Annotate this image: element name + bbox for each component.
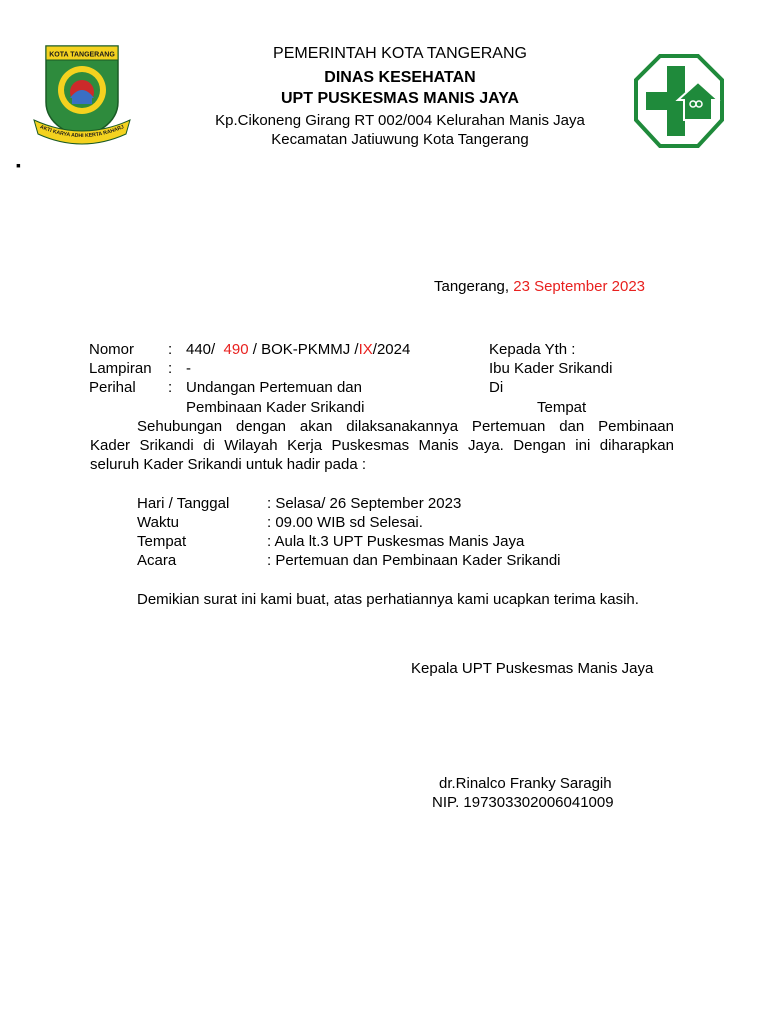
paragraph-line2: Kader Srikandi di Wilayah Kerja Puskesmas Manis Jaya. Dengan ini diharapkan xyxy=(90,437,674,454)
date-value: 23 September 2023 xyxy=(513,278,645,295)
recipient-line4: Tempat xyxy=(537,399,587,416)
header-government: PEMERINTAH KOTA TANGERANG xyxy=(273,45,527,62)
detail-value-day: : Selasa/ 26 September 2023 xyxy=(267,495,462,512)
lampiran-colon: : xyxy=(168,360,173,377)
letter-date xyxy=(434,277,645,296)
nomor-mid: / BOK-PKMMJ / xyxy=(252,341,359,358)
detail-label-day: Hari / Tanggal xyxy=(137,495,230,512)
logo-banner-text: KOTA TANGERANG xyxy=(49,51,115,59)
recipient-line3: Di xyxy=(489,379,504,396)
detail-label-time: Waktu xyxy=(137,514,179,531)
nomor-label: Nomor xyxy=(89,341,135,358)
paragraph-line3: seluruh Kader Srikandi untuk hadir pada : xyxy=(90,456,367,473)
nomor-month: IX xyxy=(358,341,373,358)
header-district: Kecamatan Jatiuwung Kota Tangerang xyxy=(271,131,529,148)
header-department: DINAS KESEHATAN xyxy=(324,69,476,86)
date-place: Tangerang, xyxy=(434,278,514,295)
nomor-year: /2024 xyxy=(372,341,411,358)
bullet-mark: ▪ xyxy=(16,157,21,173)
perihal-label: Perihal xyxy=(89,379,136,396)
perihal-line2: Pembinaan Kader Srikandi xyxy=(186,399,365,416)
detail-value-event: : Pertemuan dan Pembinaan Kader Srikandi xyxy=(267,552,561,569)
perihal-colon: : xyxy=(168,379,173,396)
kota-tangerang-logo xyxy=(32,42,132,146)
closing-text: Demikian surat ini kami buat, atas perhatiannya kami ucapkan terima kasih. xyxy=(137,591,639,608)
logo-ribbon-text: AKTI KARYA ADHI KERTA RAHARJ xyxy=(39,124,126,140)
header-address: Kp.Cikoneng Girang RT 002/004 Kelurahan Manis Jaya xyxy=(215,112,585,129)
detail-label-event: Acara xyxy=(137,552,177,569)
header-institution: UPT PUSKESMAS MANIS JAYA xyxy=(281,90,519,107)
signature-nip: NIP. 197303302006041009 xyxy=(432,794,614,811)
lampiran-value: - xyxy=(186,360,191,377)
signature-title: Kepala UPT Puskesmas Manis Jaya xyxy=(411,660,654,677)
recipient-line2: Ibu Kader Srikandi xyxy=(489,360,613,377)
lampiran-label: Lampiran xyxy=(89,360,152,377)
paragraph-line1: Sehubungan dengan akan dilaksanakannya Pertemuan dan Pembinaan xyxy=(137,418,674,435)
puskesmas-logo xyxy=(634,54,724,148)
perihal-line1: Undangan Pertemuan dan xyxy=(186,379,362,396)
detail-label-place: Tempat xyxy=(137,533,187,550)
nomor-prefix: 440/ xyxy=(186,341,216,358)
recipient-line1: Kepada Yth : xyxy=(489,341,576,358)
detail-value-time: : 09.00 WIB sd Selesai. xyxy=(267,514,423,531)
nomor-number: 490 xyxy=(223,341,249,358)
nomor-value xyxy=(186,340,410,359)
signature-name: dr.Rinalco Franky Saragih xyxy=(439,775,612,792)
detail-value-place: : Aula lt.3 UPT Puskesmas Manis Jaya xyxy=(267,533,525,550)
nomor-colon: : xyxy=(168,341,173,358)
